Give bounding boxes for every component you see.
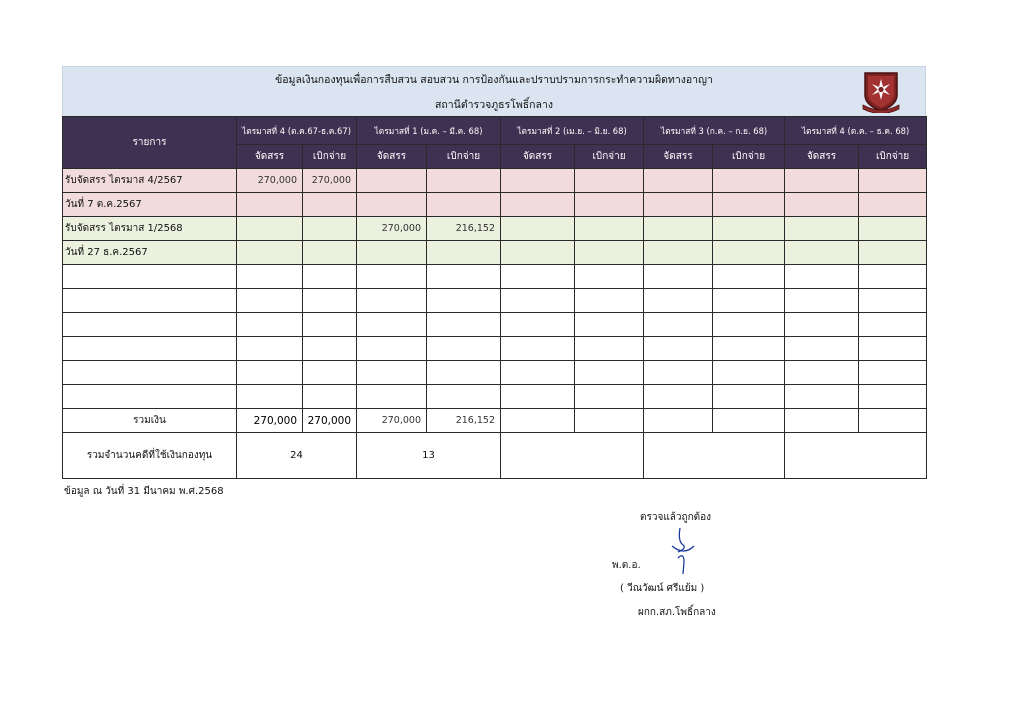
police-emblem-icon <box>859 69 903 113</box>
total-allocated: 270,000 <box>237 409 303 433</box>
disbursed-cell: 270,000 <box>303 169 357 193</box>
disbursed-header: เบิกจ่าย <box>859 145 927 169</box>
total-label: รวมเงิน <box>63 409 237 433</box>
table-row <box>63 241 927 265</box>
fund-table <box>62 116 927 479</box>
signer-position: ผกก.สภ.โพธิ์กลาง <box>638 607 716 618</box>
disbursed-header: เบิกจ่าย <box>713 145 785 169</box>
data-date-note: ข้อมูล ณ วันที่ 31 มีนาคม พ.ศ.2568 <box>64 486 224 497</box>
total-disbursed: 270,000 <box>303 409 357 433</box>
quarter-header: ไตรมาสที่ 2 (เม.ย. – มิ.ย. 68) <box>501 117 644 145</box>
total-allocated: 270,000 <box>357 409 427 433</box>
case-count-cell: 24 <box>237 433 357 479</box>
disbursed-header: เบิกจ่าย <box>427 145 501 169</box>
table-row <box>63 217 927 241</box>
row-label: วันที่ 7 ต.ค.2567 <box>63 193 237 217</box>
empty-row <box>63 289 927 313</box>
disbursed-cell: 216,152 <box>427 217 501 241</box>
allocated-header: จัดสรร <box>501 145 575 169</box>
total-row <box>63 409 927 433</box>
quarter-header: ไตรมาสที่ 4 (ต.ค.67-ธ.ค.67) <box>237 117 357 145</box>
quarter-header: ไตรมาสที่ 3 (ก.ค. – ก.ย. 68) <box>644 117 785 145</box>
disbursed-header: เบิกจ่าย <box>303 145 357 169</box>
title-header <box>62 66 926 116</box>
empty-row <box>63 337 927 361</box>
empty-row <box>63 265 927 289</box>
signer-name: ( วีณวัฒน์ ศรีแย้ม ) <box>620 583 705 594</box>
row-label: รับจัดสรร ไตรมาส 1/2568 <box>63 217 237 241</box>
allocated-header: จัดสรร <box>644 145 713 169</box>
handwritten-signature <box>668 526 698 576</box>
row-label: วันที่ 27 ธ.ค.2567 <box>63 241 237 265</box>
item-column-header: รายการ <box>63 117 237 169</box>
allocated-header: จัดสรร <box>237 145 303 169</box>
allocated-header: จัดสรร <box>357 145 427 169</box>
quarter-header: ไตรมาสที่ 1 (ม.ค. – มี.ค. 68) <box>357 117 501 145</box>
signer-rank: พ.ต.อ. <box>612 560 641 571</box>
empty-row <box>63 361 927 385</box>
allocated-cell: 270,000 <box>357 217 427 241</box>
allocated-header: จัดสรร <box>785 145 859 169</box>
case-count-row <box>63 433 927 479</box>
total-disbursed: 216,152 <box>427 409 501 433</box>
empty-row <box>63 385 927 409</box>
quarter-header: ไตรมาสที่ 4 (ต.ค. – ธ.ค. 68) <box>785 117 927 145</box>
report-title: ข้อมูลเงินกองทุนเพื่อการสืบสวน สอบสวน การป้องกันและปราบปรามการกระทำความผิดทางอาญา <box>275 74 713 86</box>
case-count-cell: 13 <box>357 433 501 479</box>
empty-row <box>63 313 927 337</box>
case-count-label: รวมจำนวนคดีที่ใช้เงินกองทุน <box>63 433 237 479</box>
row-label: รับจัดสรร ไตรมาส 4/2567 <box>63 169 237 193</box>
table-row <box>63 193 927 217</box>
verified-text: ตรวจแล้วถูกต้อง <box>640 512 712 523</box>
report-sheet <box>62 66 926 479</box>
disbursed-header: เบิกจ่าย <box>575 145 644 169</box>
table-row <box>63 169 927 193</box>
station-name: สถานีตำรวจภูธรโพธิ์กลาง <box>435 99 553 111</box>
allocated-cell: 270,000 <box>237 169 303 193</box>
